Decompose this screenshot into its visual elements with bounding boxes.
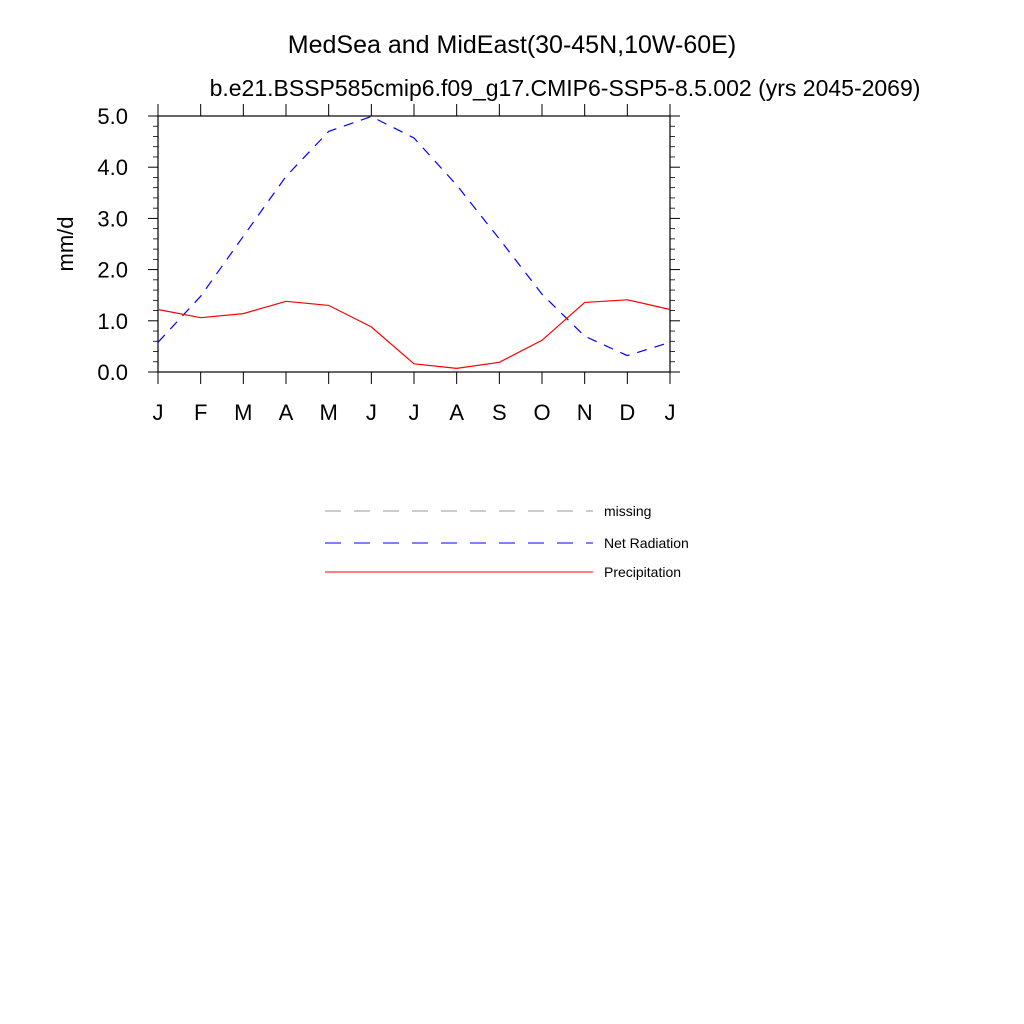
x-tick-label: A [278,400,294,425]
x-tick-label: A [449,400,465,425]
legend-label: missing [604,503,652,519]
plot-frame [158,116,670,372]
y-tick-label: 0.0 [97,360,128,385]
x-tick-label: F [193,400,208,425]
legend-label: Net Radiation [604,535,689,551]
y-tick-label: 4.0 [97,155,128,181]
x-tick-label: J [408,400,420,425]
y-axis-label: mm/d [53,216,78,272]
series-line-net-radiation [158,117,670,356]
x-tick-label: M [319,400,338,425]
y-tick-label: 5.0 [97,104,128,129]
y-tick-label: 3.0 [97,206,128,232]
x-tick-label: J [365,400,377,425]
x-tick-label: D [619,400,636,425]
legend [325,503,689,580]
x-tick-label: N [576,400,593,425]
chart-title: MedSea and MidEast(30-45N,10W-60E) [287,31,737,59]
x-tick-label: J [664,400,676,425]
y-tick-label: 2.0 [97,257,128,283]
x-tick-label: O [533,400,551,425]
x-tick-label: M [234,400,253,425]
series-line-precipitation [158,300,670,369]
chart-subtitle: b.e21.BSSP585cmip6.f09_g17.CMIP6-SSP5-8.5.002 (yrs 2045-2069) [209,75,921,101]
x-tick-label: S [491,400,507,425]
legend-label: Precipitation [604,564,682,580]
x-tick-label: J [152,400,164,425]
y-tick-label: 1.0 [97,308,128,334]
plot-area [97,104,680,425]
